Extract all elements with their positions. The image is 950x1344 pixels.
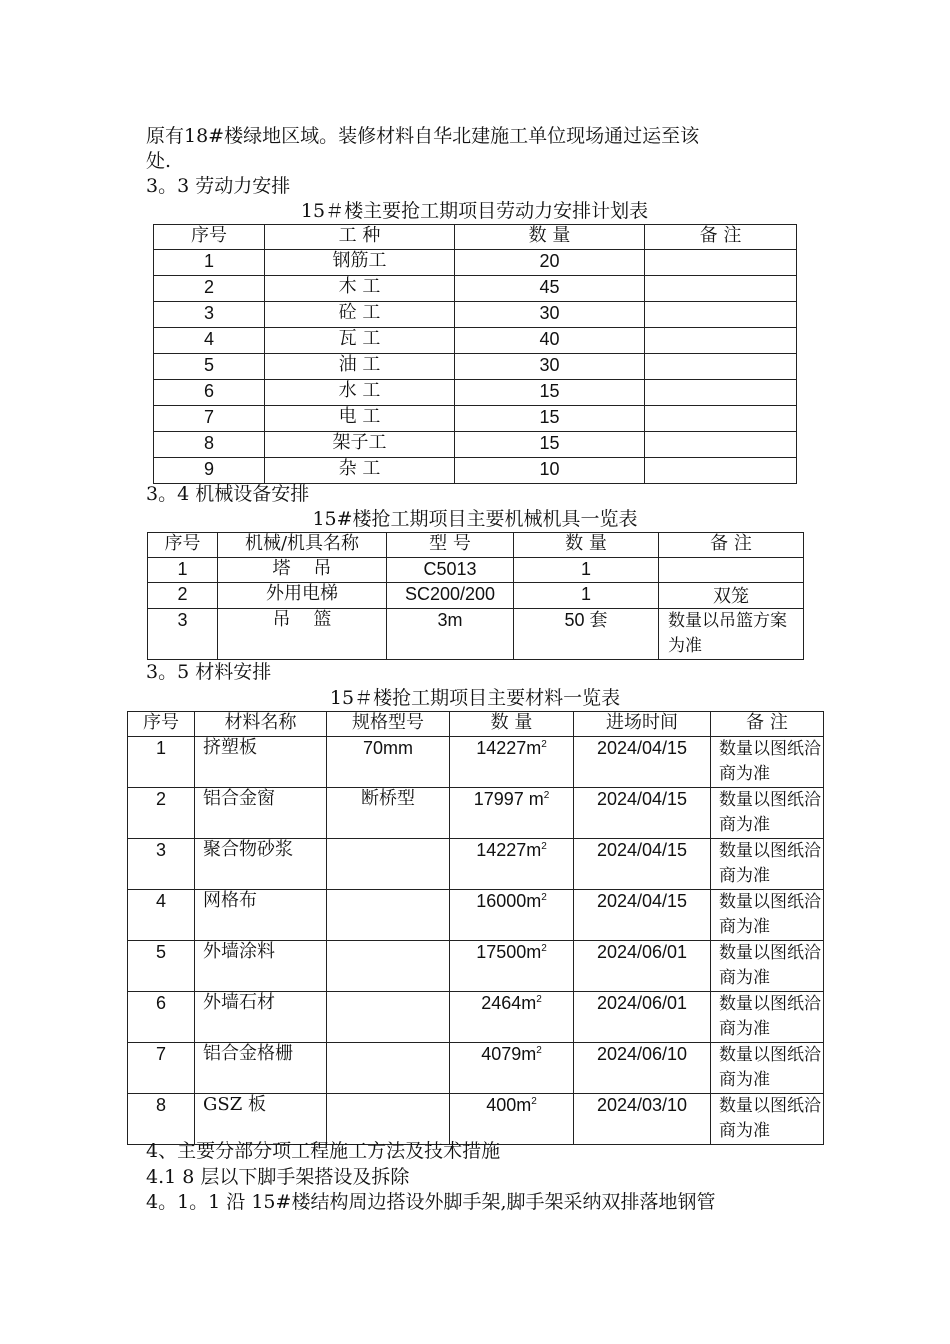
material-qty-unit-sup: 2 <box>541 739 547 750</box>
material-no: 8 <box>128 1094 195 1145</box>
labor-qty: 45 <box>455 276 645 302</box>
labor-trade: 电 工 <box>265 406 455 432</box>
material-qty-unit: m <box>526 891 542 911</box>
material-date: 2024/04/15 <box>574 839 711 890</box>
table-row <box>128 1043 824 1094</box>
material-qty-value: 14227 <box>476 738 527 758</box>
machinery-header-qty: 数 量 <box>514 533 659 558</box>
material-note: 数量以图纸洽商为准 <box>711 890 824 941</box>
material-qty-unit: m <box>526 942 542 962</box>
table-row <box>128 941 824 992</box>
labor-qty: 15 <box>455 432 645 458</box>
machinery-header-no: 序号 <box>148 533 218 558</box>
material-spec <box>327 992 450 1043</box>
table-row <box>128 737 824 788</box>
material-name: GSZ 板 <box>195 1094 327 1145</box>
machinery-note <box>659 558 804 583</box>
material-spec: 70mm <box>327 737 450 788</box>
material-qty-unit-sup: 2 <box>536 1045 542 1056</box>
material-qty-unit-sup: 2 <box>541 841 547 852</box>
material-spec <box>327 890 450 941</box>
materials-header-row <box>128 712 824 737</box>
labor-no: 8 <box>154 432 265 458</box>
material-name: 聚合物砂浆 <box>195 839 327 890</box>
material-spec: 断桥型 <box>327 788 450 839</box>
material-note: 数量以图纸洽商为准 <box>711 1094 824 1145</box>
machinery-note: 数量以吊篮方案为准 <box>659 609 804 660</box>
labor-no: 9 <box>154 458 265 484</box>
material-spec <box>327 839 450 890</box>
machinery-header-row <box>148 533 804 558</box>
section-4-1-heading: 4.1 8 层以下脚手架搭设及拆除 <box>146 1166 410 1188</box>
material-qty <box>450 737 574 788</box>
labor-note <box>645 276 797 302</box>
labor-no: 1 <box>154 250 265 276</box>
material-note: 数量以图纸洽商为准 <box>711 737 824 788</box>
machinery-qty: 1 <box>514 558 659 583</box>
materials-table-title: 15＃楼抢工期项目主要材料一览表 <box>329 687 621 709</box>
labor-note <box>645 250 797 276</box>
materials-header-name: 材料名称 <box>195 712 327 737</box>
machinery-note: 双笼 <box>659 583 804 609</box>
labor-note <box>645 458 797 484</box>
material-qty-unit: m <box>528 789 544 809</box>
table-row <box>148 558 804 583</box>
labor-trade: 油 工 <box>265 354 455 380</box>
labor-qty: 20 <box>455 250 645 276</box>
material-name: 外墙涂料 <box>195 941 327 992</box>
material-no: 1 <box>128 737 195 788</box>
material-qty-unit: m <box>516 1095 532 1115</box>
machinery-table-title: 15#楼抢工期项目主要机械机具一览表 <box>312 508 638 530</box>
machinery-qty: 1 <box>514 583 659 609</box>
material-name: 网格布 <box>195 890 327 941</box>
material-note: 数量以图纸洽商为准 <box>711 941 824 992</box>
material-qty-unit-sup: 2 <box>531 1096 537 1107</box>
labor-note <box>645 380 797 406</box>
labor-trade: 钢筋工 <box>265 250 455 276</box>
material-qty <box>450 992 574 1043</box>
material-qty-value: 14227 <box>476 840 527 860</box>
labor-note <box>645 406 797 432</box>
material-name: 挤塑板 <box>195 737 327 788</box>
machinery-no: 1 <box>148 558 218 583</box>
table-row <box>154 354 797 380</box>
material-date: 2024/06/01 <box>574 941 711 992</box>
material-qty-unit-sup: 2 <box>541 943 547 954</box>
table-row <box>148 609 804 660</box>
materials-header-date: 进场时间 <box>574 712 711 737</box>
section-4-heading: 4、主要分部分项工程施工方法及技术措施 <box>146 1140 501 1162</box>
machinery-heading: 3。4 机械设备安排 <box>146 483 310 505</box>
material-name: 铝合金格栅 <box>195 1043 327 1094</box>
materials-header-note: 备 注 <box>711 712 824 737</box>
labor-qty: 10 <box>455 458 645 484</box>
materials-table <box>127 711 824 1145</box>
table-row <box>128 788 824 839</box>
labor-no: 5 <box>154 354 265 380</box>
material-spec <box>327 941 450 992</box>
table-row <box>128 890 824 941</box>
table-row <box>128 1094 824 1145</box>
machinery-model: C5013 <box>387 558 514 583</box>
intro-line-2: 处. <box>146 150 172 172</box>
labor-header-row <box>154 225 797 250</box>
labor-qty: 30 <box>455 354 645 380</box>
material-date: 2024/06/10 <box>574 1043 711 1094</box>
material-qty-unit: m <box>521 1044 537 1064</box>
table-row <box>154 458 797 484</box>
material-qty-value: 2464 <box>481 993 522 1013</box>
labor-no: 3 <box>154 302 265 328</box>
materials-header-spec: 规格型号 <box>327 712 450 737</box>
material-qty-value: 4079 <box>481 1044 522 1064</box>
material-name: 铝合金窗 <box>195 788 327 839</box>
labor-trade: 水 工 <box>265 380 455 406</box>
material-note: 数量以图纸洽商为准 <box>711 788 824 839</box>
material-date: 2024/04/15 <box>574 890 711 941</box>
material-qty-value: 400 <box>486 1095 517 1115</box>
machinery-name: 外用电梯 <box>218 583 387 609</box>
material-qty <box>450 890 574 941</box>
material-date: 2024/04/15 <box>574 737 711 788</box>
machinery-name: 塔 吊 <box>218 558 387 583</box>
material-qty-value: 17500 <box>476 942 527 962</box>
material-note: 数量以图纸洽商为准 <box>711 839 824 890</box>
labor-trade: 瓦 工 <box>265 328 455 354</box>
table-row <box>128 992 824 1043</box>
labor-header-qty: 数 量 <box>455 225 645 250</box>
labor-header-no: 序号 <box>154 225 265 250</box>
labor-heading: 3。3 劳动力安排 <box>146 175 291 197</box>
machinery-header-model: 型 号 <box>387 533 514 558</box>
material-qty-value: 16000 <box>476 891 527 911</box>
machinery-qty: 50 套 <box>514 609 659 660</box>
labor-no: 6 <box>154 380 265 406</box>
material-no: 5 <box>128 941 195 992</box>
material-qty <box>450 1094 574 1145</box>
material-qty <box>450 1043 574 1094</box>
labor-no: 7 <box>154 406 265 432</box>
labor-header-trade: 工 种 <box>265 225 455 250</box>
material-qty-unit-sup: 2 <box>543 790 550 801</box>
labor-note <box>645 432 797 458</box>
material-no: 3 <box>128 839 195 890</box>
table-row <box>154 328 797 354</box>
labor-note <box>645 328 797 354</box>
material-no: 7 <box>128 1043 195 1094</box>
material-qty-unit: m <box>521 993 537 1013</box>
material-date: 2024/06/01 <box>574 992 711 1043</box>
labor-no: 4 <box>154 328 265 354</box>
material-qty <box>450 839 574 890</box>
labor-table-title: 15＃楼主要抢工期项目劳动力安排计划表 <box>300 200 649 222</box>
material-qty-unit-sup: 2 <box>536 994 542 1005</box>
machinery-header-name: 机械/机具名称 <box>218 533 387 558</box>
machinery-no: 2 <box>148 583 218 609</box>
material-name: 外墙石材 <box>195 992 327 1043</box>
table-row <box>148 583 804 609</box>
section-4-1-1-text: 4。1。1 沿 15#楼结构周边搭设外脚手架,脚手架采纳双排落地钢管 <box>146 1191 716 1213</box>
labor-trade: 砼 工 <box>265 302 455 328</box>
material-note: 数量以图纸洽商为准 <box>711 992 824 1043</box>
labor-note <box>645 302 797 328</box>
labor-trade: 木 工 <box>265 276 455 302</box>
material-no: 2 <box>128 788 195 839</box>
labor-trade: 杂 工 <box>265 458 455 484</box>
material-qty <box>450 788 574 839</box>
table-row <box>154 432 797 458</box>
materials-heading: 3。5 材料安排 <box>146 661 272 683</box>
machinery-no: 3 <box>148 609 218 660</box>
material-no: 6 <box>128 992 195 1043</box>
labor-header-note: 备 注 <box>645 225 797 250</box>
machinery-model: SC200/200 <box>387 583 514 609</box>
labor-qty: 30 <box>455 302 645 328</box>
intro-line-1: 原有18#楼绿地区域。装修材料自华北建施工单位现场通过运至该 <box>146 125 700 147</box>
material-qty-value: 17997 <box>473 789 529 809</box>
material-no: 4 <box>128 890 195 941</box>
table-row <box>154 406 797 432</box>
machinery-header-note: 备 注 <box>659 533 804 558</box>
machinery-name: 吊 篮 <box>218 609 387 660</box>
table-row <box>154 380 797 406</box>
material-qty-unit: m <box>526 738 542 758</box>
table-row <box>154 276 797 302</box>
table-row <box>128 839 824 890</box>
material-qty-unit: m <box>526 840 542 860</box>
material-note: 数量以图纸洽商为准 <box>711 1043 824 1094</box>
material-spec <box>327 1043 450 1094</box>
labor-qty: 15 <box>455 380 645 406</box>
material-date: 2024/03/10 <box>574 1094 711 1145</box>
materials-header-qty: 数 量 <box>450 712 574 737</box>
material-date: 2024/04/15 <box>574 788 711 839</box>
machinery-table <box>147 532 804 660</box>
labor-table <box>153 224 797 484</box>
machinery-model: 3m <box>387 609 514 660</box>
labor-note <box>645 354 797 380</box>
table-row <box>154 250 797 276</box>
material-spec <box>327 1094 450 1145</box>
labor-trade: 架子工 <box>265 432 455 458</box>
table-row <box>154 302 797 328</box>
material-qty-unit-sup: 2 <box>541 892 547 903</box>
labor-qty: 40 <box>455 328 645 354</box>
material-qty <box>450 941 574 992</box>
labor-no: 2 <box>154 276 265 302</box>
materials-header-no: 序号 <box>128 712 195 737</box>
labor-qty: 15 <box>455 406 645 432</box>
